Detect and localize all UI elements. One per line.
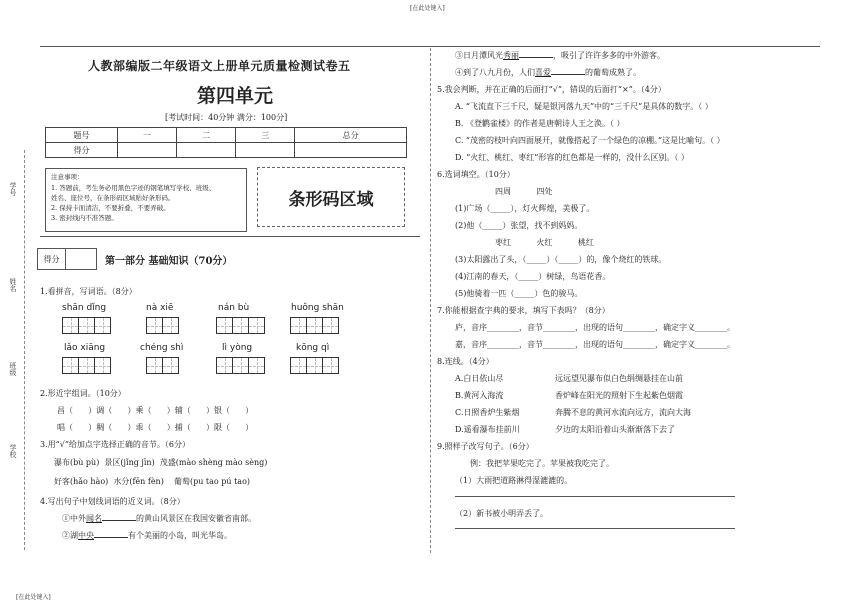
q1-pinyin-2: nà xiē [146,303,174,313]
q2-row-1: 昌（ ）调（ ）乘（ ）辅（ ）银（ ） [57,406,254,415]
q5-title: 5.我会判断，并在正确的后面打“√”，错误的后面打“×”。（4分） [437,85,666,94]
q4-item-1 [62,513,256,524]
score-header-label: 题号 [46,128,118,143]
q6-sentence-4: (4)江南的春天，（_____）树绿，鸟语花香。 [455,272,611,281]
q1-writing-box[interactable] [216,317,264,334]
q8-right-3[interactable]: 奔腾不息的黄河水流向远方，流向大海 [555,408,691,417]
notice-item: 2. 保持卡面清洁，不要折叠，不要弄破。 [51,204,170,212]
unit-title: 第四单元 [197,85,274,107]
notice-heading: 注意事项： [51,173,84,181]
score-header-2: 二 [177,128,236,143]
q9-answer-line-2[interactable] [455,528,735,529]
q4-answer-blank[interactable] [94,530,128,538]
q1-pinyin-7: lì yòng [222,343,253,353]
part1-score-input[interactable] [66,249,96,269]
q4-item-2 [62,530,232,541]
q4-item-word: 喜爱 [535,68,551,77]
q1-pinyin-3: nán bù [218,303,250,313]
q4-item-pre: ④到了八九月份，人们 [455,68,535,77]
q1-writing-box[interactable] [290,317,338,334]
q5-item-d: D. “火红、桃红、枣红”形容的红色都是一样的，没什么区别。（ ） [455,153,689,162]
q4-item-pre: ②湖 [62,531,78,540]
q4-item-word: 中央 [78,531,94,540]
notice-box [45,168,247,232]
part1-score-box [37,248,97,270]
q5-item-c: C. “茂密的枝叶向四面展开，就像搭起了一个绿色的凉棚。”这是比喻句。（ ） [455,136,725,145]
q3-title: 3.用“√”给加点字选择正确的音节。（6分） [40,440,190,449]
score-table [45,127,407,158]
q9-title: 9.照样子改写句子。（6分） [437,442,534,451]
q6-title: 6.选词填空。（10分） [437,170,515,179]
q4-item-post: 的葡萄成熟了。 [585,68,641,77]
binding-line [24,150,25,550]
score-cell-2[interactable] [177,143,236,158]
part1-title: 第一部分 基础知识（70分） [105,256,233,267]
q4-title: 4.写出句子中划线词语的近义词。（8分） [40,497,185,506]
q4-answer-blank[interactable] [519,50,553,58]
q1-title: 1.看拼音，写词语。（8分） [40,287,137,296]
q7-row-2: 嘉，音序________，音节________，出现的语句________，确定字义________。 [455,340,735,349]
q5-item-a: A. “飞流直下三千尺，疑是银河落九天”中的“三千尺”是具体的数字。（ ） [455,102,713,111]
q1-writing-box[interactable] [62,357,110,374]
score-header-1: 一 [118,128,177,143]
q4-item-post: 的黄山风景区在我国安徽省南部。 [136,514,256,523]
q8-right-4[interactable]: 夕边的太阳沿着山头渐渐落下去了 [555,425,675,434]
q6-word-bank-2: 枣红 火红 桃红 [495,238,594,247]
part1-score-label: 得分 [38,249,66,269]
q4-item-post: ，吸引了许许多多的中外游客。 [553,51,665,60]
q3-row-2: 好客(hǎo hào) 水分(fēn fèn) 葡萄(pu tao pú tao) [54,477,251,486]
q2-title: 2.形近字组词。（10分） [40,389,126,398]
q4-item-pre: ③日月潭风光 [455,51,503,60]
column-divider [430,48,431,553]
q7-row-1: 庐，音序________，音节________，出现的语句________，确定字义________。 [455,323,735,332]
q4-item-post: 有个美丽的小岛，叫光华岛。 [128,531,232,540]
top-rule [40,46,820,47]
q1-writing-box[interactable] [290,357,338,374]
q1-writing-box[interactable] [146,357,178,374]
side-label-school: 学校 [9,444,17,458]
score-cell-1[interactable] [118,143,177,158]
q8-left-c[interactable]: C.日照香炉生紫烟 [455,408,520,417]
q5-item-b: B. 《登鹳雀楼》的作者是唐朝诗人王之涣。（ ） [455,119,625,128]
q6-sentence-1: (1)广场（_____），灯火辉煌，美极了。 [455,204,595,213]
footer-note: [在此处键入] [16,594,51,601]
q6-sentence-2: (2)他（_____）张望，找不到妈妈。 [455,221,583,230]
q9-sentence-1: （1）大雨把道路淋得湿漉漉的。 [455,476,573,485]
notice-item: 3. 密封线内不准答题。 [51,214,118,222]
q8-right-2[interactable]: 香炉峰在阳光的照射下生起紫色烟霞 [555,391,683,400]
exam-title: 人教部编版二年级语文上册单元质量检测试卷五 [88,59,351,73]
notice-item: 姓名、座位号，在条形码区域贴好条形码。 [51,194,175,202]
side-label-name: 姓名 [9,278,17,292]
q1-pinyin-8: kōng qì [296,343,330,353]
q7-title: 7.你能根据查字典的要求，填写下表吗？（8分） [437,306,610,315]
q9-answer-line-1[interactable] [455,496,735,497]
q1-writing-box[interactable] [146,317,178,334]
score-header-total: 总分 [295,128,407,143]
barcode-area: 条形码区域 [257,167,405,227]
score-header-3: 三 [236,128,295,143]
q8-title: 8.连线。（4分） [437,357,494,366]
q1-pinyin-1: shān dǐng [62,303,107,313]
q4-item-3 [455,50,665,61]
q8-left-a[interactable]: A.白日依山尽 [455,374,504,383]
q1-pinyin-5: lǎo xiāng [64,343,106,353]
notice-item: 1. 答题前，考生务必用黑色字迹的钢笔填写学校、班级、 [51,184,216,192]
header-note: [在此处键入] [410,5,445,12]
q9-example: 例：我把苹果吃完了。苹果被我吃完了。 [470,459,614,468]
q8-left-b[interactable]: B.黄河入海流 [455,391,504,400]
section-rule [40,236,420,237]
q4-answer-blank[interactable] [551,67,585,75]
q8-left-d[interactable]: D.遥看瀑布挂前川 [455,425,520,434]
q6-sentence-3: (3)太阳露出了头，（_____）（_____）的，像个烧红的铁球。 [455,255,667,264]
q6-word-bank-1: 四周 四处 [495,187,553,196]
q4-item-word: 闻名 [86,514,102,523]
q1-pinyin-4: huǒng shān [291,303,344,313]
q1-writing-box[interactable] [216,357,264,374]
side-label-student-no: 学号 [9,182,17,196]
exam-info: [考试时间：40分钟 满分：100分] [165,113,288,122]
q4-item-pre: ①中外 [62,514,86,523]
score-row-label: 得分 [46,143,118,158]
q1-pinyin-6: chéng shì [140,343,184,353]
score-cell-total[interactable] [295,143,407,158]
q4-item-word: 秀丽 [503,51,519,60]
score-cell-3[interactable] [236,143,295,158]
side-label-class: 班级 [9,362,17,376]
q4-answer-blank[interactable] [102,513,136,521]
q9-sentence-2: （2）新书被小明弄丢了。 [455,509,549,518]
q8-right-1[interactable]: 远远望见瀑布似白色绢绸悬挂在山前 [555,374,683,383]
q3-row-1: 瀑布(bù pù) 景区(jǐng jīn) 茂盛(mào shèng mào sèng) [54,458,268,467]
q4-item-4 [455,67,641,78]
q6-sentence-5: (5)他骑着一匹（_____）色的骏马。 [455,289,583,298]
q1-writing-box[interactable] [62,317,110,334]
q2-row-2: 唱（ ）稠（ ）乖（ ）捕（ ）限（ ） [57,423,254,432]
